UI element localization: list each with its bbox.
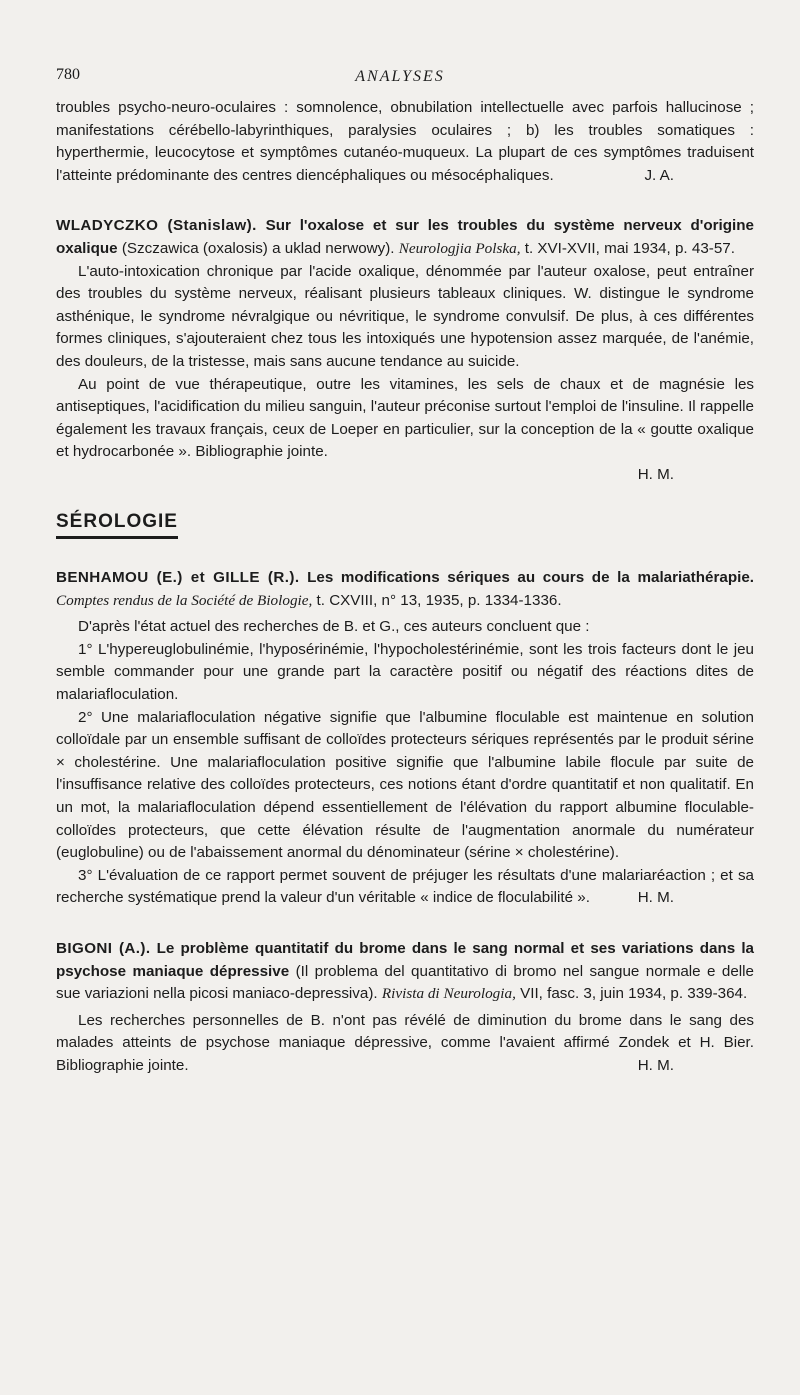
abstract-paragraph: L'auto-intoxication chronique par l'acide oxalique, dénommée par l'auteur oxalose, peut entraîner des troubles du système nerveux, réalisant plusieurs tableaux cliniques. W. distingue le syndrome asthénique, le syndrome névralgique ou névritique, le syndrome convulsif. De plus, à ces différentes formes cliniques, s'ajouteraient chez tous les intoxiqués une hypotension assez marquée, de l'anémie, des douleurs, de la tristesse, mais sans aucune tendance au suicide.	[56, 262, 754, 370]
abstract-paragraph: 3° L'évaluation de ce rapport permet souvent de préjuger les résultats d'une malariaréaction ; et sa recherche systématique prend la valeur d'un véritable « indice de floculabilité ». H. M.	[56, 865, 754, 910]
entry-citation-original: (Il problema del quantitativo di bromo nel sangue normale e delle sue variazioni nella picosi maniaco-depressiva).	[56, 962, 754, 1003]
abstract-signature: H. M.	[637, 465, 674, 483]
abstract-paragraph: Les recherches personnelles de B. n'ont pas révélé de diminution du brome dans le sang des malades atteints de psychose maniaque dépressive, comme l'avaient affirmé Zondek et H. Bier. Bibliographie jointe. H. M.	[56, 1010, 754, 1078]
abstract-entry-continued	[56, 97, 754, 187]
abstract-entry	[56, 215, 754, 486]
section-title: SÉROLOGIE	[56, 511, 178, 540]
entry-title: Sur l'oxalose et sur les troubles du système nerveux d'origine oxalique	[56, 217, 754, 257]
entry-journal: Rivista di Neurologia,	[381, 985, 516, 1003]
running-head: ANALYSES	[355, 68, 445, 85]
page-body	[56, 97, 754, 1078]
abstract-entry	[56, 938, 754, 1078]
abstract-paragraph: 1° L'hypereuglobulinémie, l'hyposérinémie, l'hypocholestérinémie, sont les trois facteurs dont le jeu semble commander pour une grande part la caractère positif ou négatif des réactions dites de malariafloculation.	[56, 640, 754, 704]
entry-citation-details: VII, fasc. 3, juin 1934, p. 339-364.	[520, 985, 748, 1003]
entry-title: Le problème quantitatif du brome dans le sang normal et ses variations dans la psychose maniaque dépressive	[56, 940, 754, 980]
entry-author: BIGONI (A.).	[56, 940, 151, 957]
abstract-signature: J. A.	[644, 166, 674, 184]
entry-citation	[56, 938, 754, 1006]
entry-citation-details: t. XVI-XVII, mai 1934, p. 43-57.	[524, 239, 735, 257]
abstract-paragraph: D'après l'état actuel des recherches de B. et G., ces auteurs concluent que :	[78, 618, 590, 636]
entry-citation	[56, 215, 754, 260]
entry-journal: Comptes rendus de la Société de Biologie,	[56, 591, 313, 609]
section-heading	[56, 511, 754, 540]
page-header	[0, 66, 800, 96]
entry-author: BENHAMOU (E.) et GILLE (R.).	[56, 569, 300, 587]
entry-journal: Neurologjia Polska,	[398, 239, 521, 257]
entry-citation-original: (Szczawica (oxalosis) a uklad nerwowy).	[121, 239, 395, 257]
abstract-entry	[56, 567, 754, 910]
entry-citation	[56, 567, 754, 612]
abstract-paragraph: troubles psycho-neuro-oculaires : somnolence, obnubilation intellectuelle avec parfois hallucinose ; manifestations cérébello-labyrinthiques, paralysies oculaires ; b) les troubles somatiques : hyperthermie, leucocytose et symptômes cutanéo-muqueux. La plupart de ces symptômes traduisent l'atteinte prédominante des centres diencéphaliques ou mésocéphaliques. J. A.	[56, 97, 754, 187]
entry-author: WLADYCZKO (Stanislaw).	[56, 217, 257, 235]
abstract-paragraph: Au point de vue thérapeutique, outre les vitamines, les sels de chaux et de magnésie les antiseptiques, l'acidification du milieu sanguin, l'auteur préconise surtout l'emploi de l'insuline. Il rappelle également les travaux français, ceux de Loeper en particulier, sur la conception de la « goutte oxalique et hydrocarbonée ». Bibliographie jointe.	[56, 375, 754, 461]
abstract-signature: H. M.	[637, 1056, 674, 1074]
abstract-paragraph: 2° Une malariafloculation négative signifie que l'albumine floculable est maintenue en solution colloïdale par un ensemble suffisant de colloïdes protecteurs sériques représentés par le produit sérine × cholestérine. Une malariafloculation positive signifie que l'albumine labile flocule par suite de l'insuffisance relative des colloïdes protecteurs, ces notions étant d'ordre quantitatif et non qualitatif. En un mot, la malariafloculation dépend essentiellement de l'élévation du rapport albumine floculable-colloïdes protecteurs, que cette élévation résulte de l'augmentation anormale du numérateur (euglobuline) ou de l'abaissement anormal du dénominateur (sérine × cholestérine).	[56, 708, 754, 862]
entry-citation-details: t. CXVIII, n° 13, 1935, p. 1334-1336.	[316, 591, 562, 609]
entry-title: Les modifications sériques au cours de la malariathérapie.	[307, 569, 754, 587]
abstract-signature: H. M.	[637, 889, 674, 907]
page-number: 780	[56, 66, 80, 83]
